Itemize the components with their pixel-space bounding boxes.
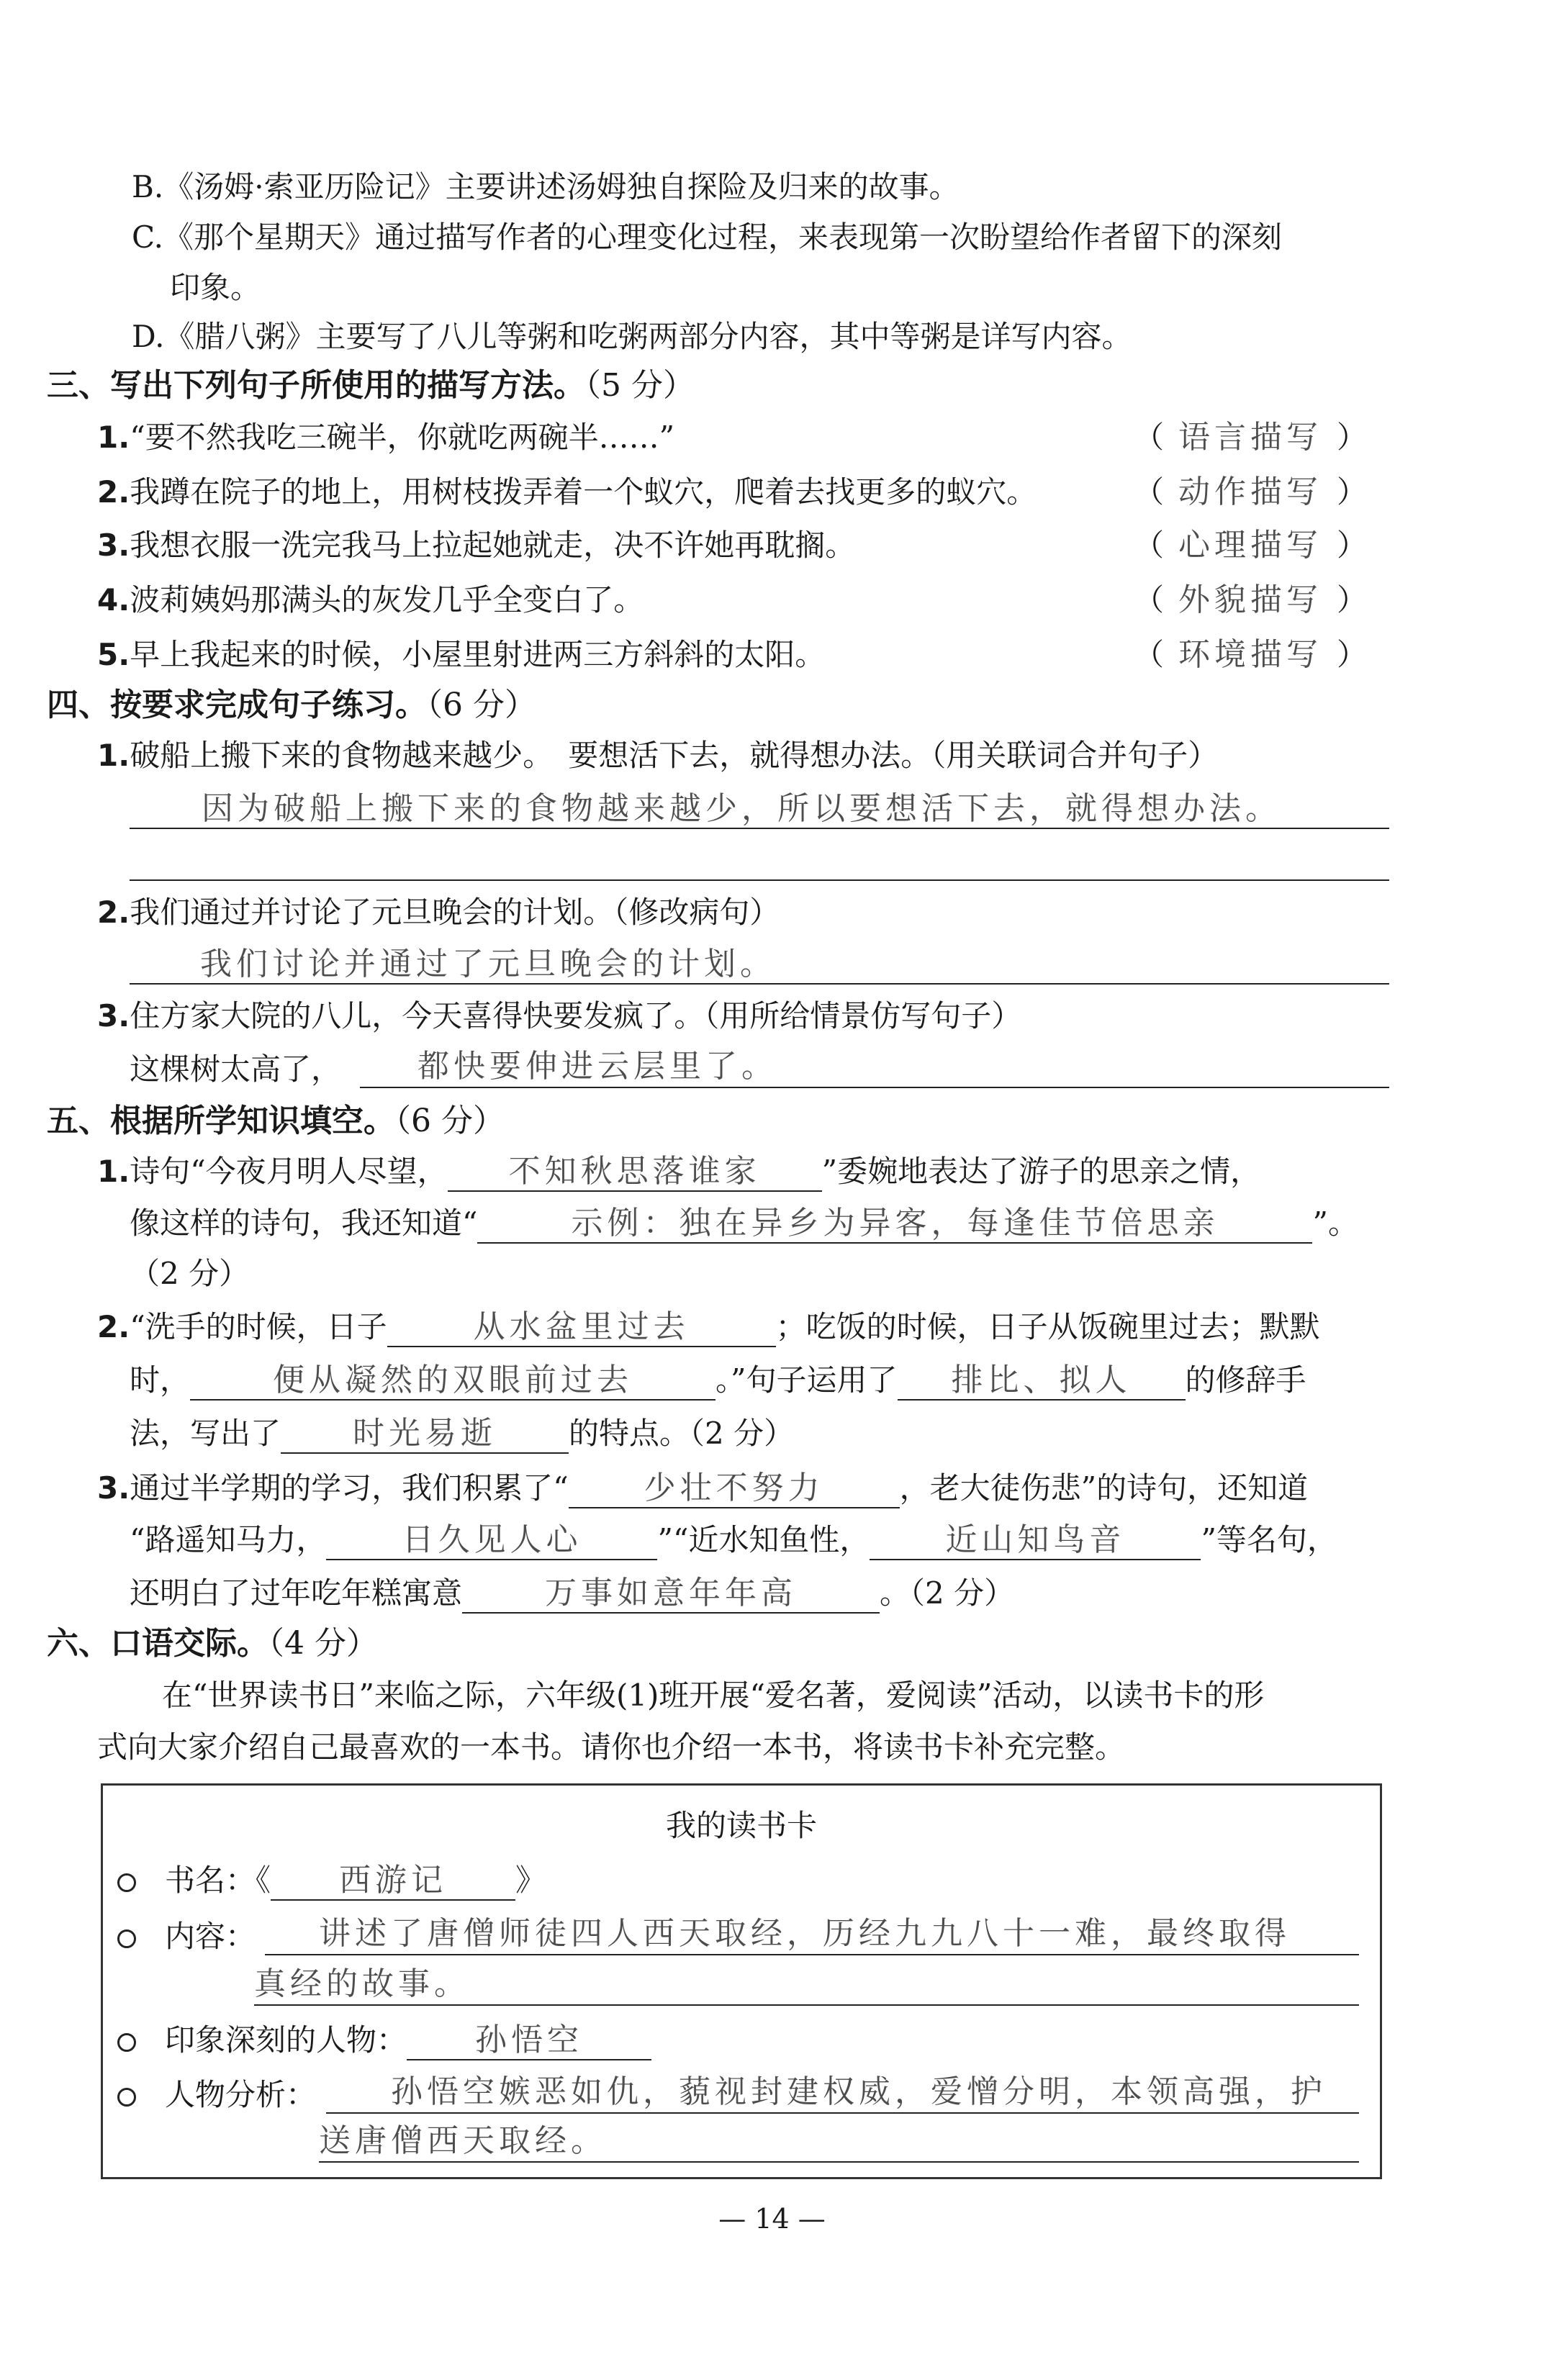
- s5-q3-d: ”“近水知鱼性，: [657, 1522, 870, 1557]
- section4-points: （6 分）: [427, 687, 536, 723]
- s4-q3-num: 3.: [97, 998, 130, 1033]
- s4-q2-num: 2.: [97, 895, 130, 930]
- s3-answer-1-text: 语言描写: [1178, 419, 1323, 456]
- s4-q1-num: 1.: [97, 738, 130, 773]
- s5-q2-ans3: 排比、拟人: [898, 1362, 1186, 1401]
- card-book-label: 书名：《: [165, 1863, 271, 1898]
- bullet-circle-icon: [117, 2088, 136, 2107]
- card-character-answer: 孙悟空: [407, 2022, 651, 2060]
- card-book-answer: 西游记: [271, 1862, 515, 1901]
- s4-q3-answer: 都快要伸进云层里了。: [417, 1048, 777, 1085]
- s4-q2-text: 我们通过并讨论了元旦晚会的计划。（修改病句）: [130, 895, 780, 930]
- s5-q1-a: 诗句“今夜月明人尽望，: [130, 1154, 448, 1189]
- s3-answer-2-text: 动作描写: [1178, 474, 1323, 510]
- s4-q3-prefix: 这棵树太高了，: [130, 1051, 342, 1087]
- s3-item-5: [97, 635, 825, 675]
- bullet-circle-icon: [117, 2033, 136, 2052]
- reading-card-title: 我的读书卡: [665, 1808, 817, 1843]
- s5-q3-line2: [130, 1520, 1337, 1560]
- s3-item-3: [97, 525, 855, 566]
- card-content-label: 内容：: [165, 1919, 256, 1954]
- s5-q3-ans3: 近山知鸟音: [870, 1521, 1201, 1560]
- card-content-answer-2: 真经的故事。: [254, 1965, 470, 2002]
- s6-intro-line1: 在“世界读书日”来临之际，六年级(1)班开展“爱名著，爱阅读”活动，以读书卡的形: [162, 1678, 1265, 1713]
- card-row-content: [117, 1917, 256, 1957]
- s5-q2-num: 2.: [97, 1309, 130, 1344]
- card-analysis-line2: [319, 2161, 1359, 2163]
- card-content-answer-1: 讲述了唐僧师徒四人西天取经，历经九九八十一难，最终取得: [319, 1915, 1291, 1952]
- card-character-label: 印象深刻的人物：: [165, 2022, 407, 2058]
- s3-item-5-num: 5.: [97, 637, 130, 672]
- s4-q2: [97, 892, 780, 933]
- s3-item-2-text: 我蹲在院子的地上，用树枝拨弄着一个蚁穴，爬着去找更多的蚁穴。: [130, 474, 1037, 510]
- s5-q2-c: 时，: [130, 1362, 191, 1398]
- s4-q2-line: [130, 983, 1389, 985]
- s5-q1-line1: [97, 1151, 1260, 1192]
- section3-title: [47, 366, 695, 406]
- card-analysis-line1: [326, 2112, 1359, 2114]
- s5-q3-a: 通过半学期的学习，我们积累了“: [130, 1470, 569, 1506]
- section5-title: [47, 1101, 505, 1141]
- bullet-circle-icon: [117, 1873, 136, 1892]
- s5-q3-f: 还明白了过年吃年糕寓意: [130, 1575, 463, 1611]
- s3-item-2: [97, 472, 1037, 512]
- card-row-book: [117, 1860, 546, 1901]
- card-content-line2: [254, 2004, 1359, 2006]
- s5-q2-ans1: 从水盆里过去: [387, 1308, 776, 1347]
- s5-q2-a: “洗手的时候，日子: [130, 1309, 387, 1344]
- s5-q2-g: 的特点。（2 分）: [569, 1416, 795, 1451]
- s5-q2-b: ；吃饭的时候，日子从饭碗里过去；默默: [775, 1309, 1320, 1344]
- s5-q3-c: “路遥知马力，: [130, 1522, 327, 1557]
- s3-answer-3: （ 心理描写 ）: [1134, 525, 1367, 566]
- s3-answer-5-text: 环境描写: [1178, 636, 1323, 673]
- s4-q1-answer: 因为破船上搬下来的食物越来越少，所以要想活下去，就得想办法。: [202, 790, 1281, 827]
- s3-answer-2: （ 动作描写 ）: [1134, 472, 1367, 512]
- s3-item-2-num: 2.: [97, 474, 130, 510]
- s5-q2-f: 法，写出了: [130, 1416, 281, 1451]
- s4-q1-line2: [130, 879, 1389, 881]
- s5-q3-line1: [97, 1468, 1308, 1508]
- option-c-line2: 印象。: [170, 270, 261, 305]
- card-analysis-answer-2: 送唐僧西天取经。: [319, 2122, 607, 2159]
- section4-title: [47, 685, 536, 725]
- s4-q1: [97, 736, 1218, 776]
- section6-title: [47, 1624, 378, 1664]
- s3-answer-4: （ 外貌描写 ）: [1134, 580, 1367, 620]
- s5-q2-line2: [130, 1360, 1306, 1401]
- s5-q3-e: ”等名句，: [1201, 1522, 1337, 1557]
- s4-q3: [97, 996, 1021, 1036]
- s4-q1-line1: [130, 828, 1389, 829]
- card-analysis-label: 人物分析：: [165, 2077, 317, 2112]
- s5-q1-ans1: 不知秋思落谁家: [448, 1153, 822, 1192]
- s5-q3-ans1: 少壮不努力: [569, 1470, 900, 1508]
- reading-card: [101, 1783, 1382, 2179]
- s3-item-4-num: 4.: [97, 582, 130, 617]
- s3-item-4: [97, 580, 644, 620]
- s3-item-4-text: 波莉姨妈那满头的灰发几乎全变白了。: [130, 582, 644, 617]
- s3-answer-5: （ 环境描写 ）: [1134, 635, 1367, 675]
- card-row-character: [117, 2020, 651, 2060]
- s4-q3-line: [360, 1087, 1389, 1088]
- s5-q1-num: 1.: [97, 1154, 130, 1189]
- section3-title-text: 三、写出下列句子所使用的描写方法。: [47, 367, 585, 404]
- s6-intro-line2: 式向大家介绍自己最喜欢的一本书。请你也介绍一本书，将读书卡补充完整。: [97, 1729, 1126, 1765]
- s3-answer-3-text: 心理描写: [1178, 527, 1323, 564]
- s5-q1-ans2: 示例：独在异乡为异客，每逢佳节倍思亲: [477, 1205, 1312, 1244]
- section3-points: （5 分）: [585, 367, 695, 404]
- s3-item-1: [97, 417, 674, 458]
- s3-item-3-num: 3.: [97, 528, 130, 563]
- s5-q2-ans2: 便从凝然的双眼前过去: [190, 1362, 715, 1401]
- card-book-close: 》: [515, 1863, 546, 1898]
- section4-title-text: 四、按要求完成句子练习。: [47, 687, 427, 723]
- s5-q3-b: ，老大徒伤悲”的诗句，还知道: [899, 1470, 1309, 1506]
- s3-item-1-num: 1.: [97, 420, 130, 455]
- s3-item-1-text: “要不然我吃三碗半，你就吃两碗半……”: [130, 420, 675, 455]
- s4-q3-text: 住方家大院的八儿，今天喜得快要发疯了。（用所给情景仿写句子）: [130, 998, 1022, 1033]
- s5-q1-d: ”。: [1312, 1205, 1358, 1241]
- option-b: B.《汤姆·索亚历险记》主要讲述汤姆独自探险及归来的故事。: [132, 169, 960, 204]
- page-number: — 14 —: [718, 2203, 826, 2235]
- s5-q3-ans2: 日久见人心: [326, 1521, 657, 1560]
- s5-q3-ans4: 万事如意年年高: [462, 1575, 880, 1614]
- s3-item-3-text: 我想衣服一洗完我马上拉起她就走，决不许她再耽搁。: [130, 528, 856, 563]
- s4-q1-text: 破船上搬下来的食物越来越少。 要想活下去，就得想办法。（用关联词合并句子）: [130, 738, 1219, 773]
- s5-q2-ans4: 时光易逝: [281, 1415, 569, 1454]
- s3-item-5-text: 早上我起来的时候，小屋里射进两三方斜斜的太阳。: [130, 637, 826, 672]
- s5-q2-line3: [130, 1413, 794, 1454]
- section6-title-text: 六、口语交际。: [47, 1625, 268, 1662]
- card-row-analysis: [117, 2075, 316, 2115]
- s3-answer-1: （ 语言描写 ）: [1134, 417, 1367, 458]
- s5-q2-e: 的修辞手: [1185, 1362, 1306, 1398]
- s5-q3-line3: [130, 1573, 1014, 1614]
- s3-answer-4-text: 外貌描写: [1178, 582, 1323, 618]
- bullet-circle-icon: [117, 1929, 136, 1948]
- s5-q1-b: ”委婉地表达了游子的思亲之情，: [821, 1154, 1261, 1189]
- card-content-line1: [265, 1954, 1359, 1955]
- option-c-line1: C.《那个星期天》通过描写作者的心理变化过程，来表现第一次盼望给作者留下的深刻: [132, 220, 1282, 255]
- section6-points: （4 分）: [268, 1625, 378, 1662]
- section5-title-text: 五、根据所学知识填空。: [47, 1103, 395, 1139]
- s5-q1-c: 像这样的诗句，我还知道“: [130, 1205, 478, 1241]
- s5-q3-g: 。（2 分）: [880, 1575, 1015, 1611]
- s4-q2-answer: 我们讨论并通过了元旦晚会的计划。: [200, 946, 776, 982]
- card-analysis-answer-1: 孙悟空嫉恶如仇，藐视封建权威，爱憎分明，本领高强，护: [391, 2073, 1327, 2110]
- option-d: D.《腊八粥》主要写了八儿等粥和吃粥两部分内容，其中等粥是详写内容。: [132, 319, 1132, 354]
- section5-points: （6 分）: [395, 1103, 505, 1139]
- s5-q1-pts: （2 分）: [130, 1256, 250, 1291]
- s5-q1-line2: [130, 1203, 1358, 1244]
- s5-q3-num: 3.: [97, 1470, 130, 1506]
- s5-q2-line1: [97, 1307, 1320, 1347]
- s5-q2-d: 。”句子运用了: [715, 1362, 898, 1398]
